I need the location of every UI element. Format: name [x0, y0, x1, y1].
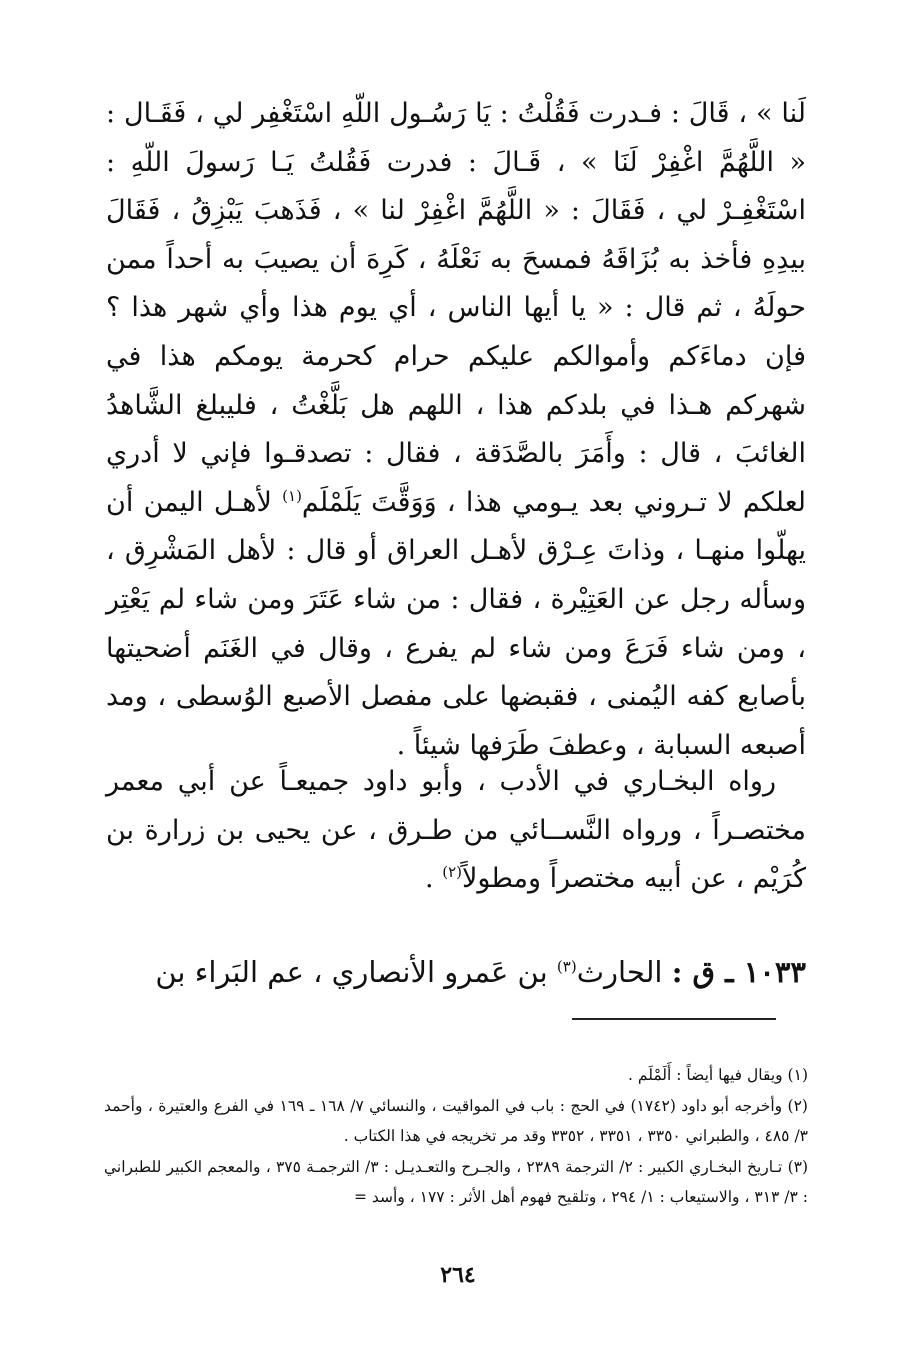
footnote-2: (٢) وأخرجه أبو داود (١٧٤٢) في الحج : باب في المواقيت ، والنسائي ٧/ ١٦٨ ـ ١٦٩ في الفرع والعتيرة ، وأحمد ٣/ ٤٨٥ ، والطبراني ٣٣٥٠ ، ٣٣٥١ ، ٣٣٥٢ وقد مر تخريجه في هذا الكتاب . — [104, 1096, 808, 1145]
footnote-ref-3: (٣) — [556, 957, 577, 976]
attribution-paragraph — [106, 758, 806, 904]
hadith-text-continued: لأهـل اليمن أن يهلّوا منهـا ، وذاتَ عِـرْق لأهـل العراق أو قال : لأهل المَشْرِق ، وسأله رجل عن العَتِيْرة ، فقال : من شاء عَتَرَ ومن شاء لم يَعْتِر ، ومن شاء فَرَعَ ومن شاء لم يفرع ، وقال في الغَنَم أضحيتها بأصابع كفه اليُمنى ، فقبضها على مفصل الأصبع الوُسطى ، ومد أصبعه السبابة ، وعطفَ طَرَفها شيئاً . — [106, 486, 806, 761]
footnote-3: (٣) تـاريخ البخـاري الكبير : ٢/ الترجمة ٢٣٨٩ ، والجـرح والتعـديـل : ٣/ الترجمـة ٣٧٥ ، والمعجم الكبير للطبراني : ٣/ ٣١٣ ، والاستيعاب : ١/ ٢٩٤ ، وتلقيح فهوم أهل الأثر : ١٧٧ ، وأسد = — [104, 1157, 809, 1206]
footnotes-block — [104, 1060, 808, 1213]
entry-number: ١٠٣٣ ـ ق : — [671, 955, 806, 989]
footnote-divider — [572, 1018, 776, 1020]
hadith-paragraph — [106, 90, 806, 770]
entry-heading — [106, 948, 806, 997]
attribution-end: . — [425, 863, 443, 895]
page-number: ٢٦٤ — [440, 1262, 476, 1288]
hadith-text: لَنا » ، قَالَ : فـدرت فَقُلْتُ : يَا رَسُـول اللّهِ اسْتَغْفِر لي ، فَقَـال : « اللَّهُمَّ اغْفِرْ لَنَا » ، قَـالَ : فدرت فَقُلتُ يَـا رَسولَ اللّهِ : اسْتَغْفِـرْ لي ، فَقَالَ : « اللَّهُمَّ اغْفِرْ لنا » ، فَذَهبَ يَبْزِقُ ، فَقَالَ بيدِهِ فأخذ به بُزَاقَهُ فمسحَ به نَعْلَهُ ، كَرِهَ أن يصيبَ به أحداً ممن حولَهُ ، ثم قال : « يا أيها الناس ، أي يوم هذا وأي شهر هذا ؟ فإن دماءَكم وأموالكم عليكم حرام كحرمة يومكم هذا في شهركم هـذا في بلدكم هذا ، اللهم هل بَلَّغْتُ ، فليبلغ الشَّاهدُ الغائبَ ، قال : وأَمَرَ بالصَّدَقة ، فقال : تصدقـوا فإني لا أدري لعلكم لا تـروني بعد يـومي هذا ، وَوَقَّتَ يَلَمْلَم — [106, 98, 806, 518]
attribution-text: رواه البخـاري في الأدب ، وأبو داود جميعـاً عن أبي معمر مختصـراً ، ورواه النَّســائي من طـرق ، عن يحيى بن زرارة بن كُرَيْم ، عن أبيه مختصراً ومطولاً — [106, 766, 806, 895]
entry-name-rest: بن عَمرو الأنصاري ، عم البَراء بن — [155, 955, 557, 989]
entry-name-start: الحارث — [576, 955, 672, 989]
footnote-ref-2: (٢) — [442, 863, 462, 882]
footnote-1: (١) ويقال فيها أيضاً : أَلَمْلَم . — [628, 1066, 808, 1084]
footnote-ref-1: (١) — [282, 486, 302, 505]
